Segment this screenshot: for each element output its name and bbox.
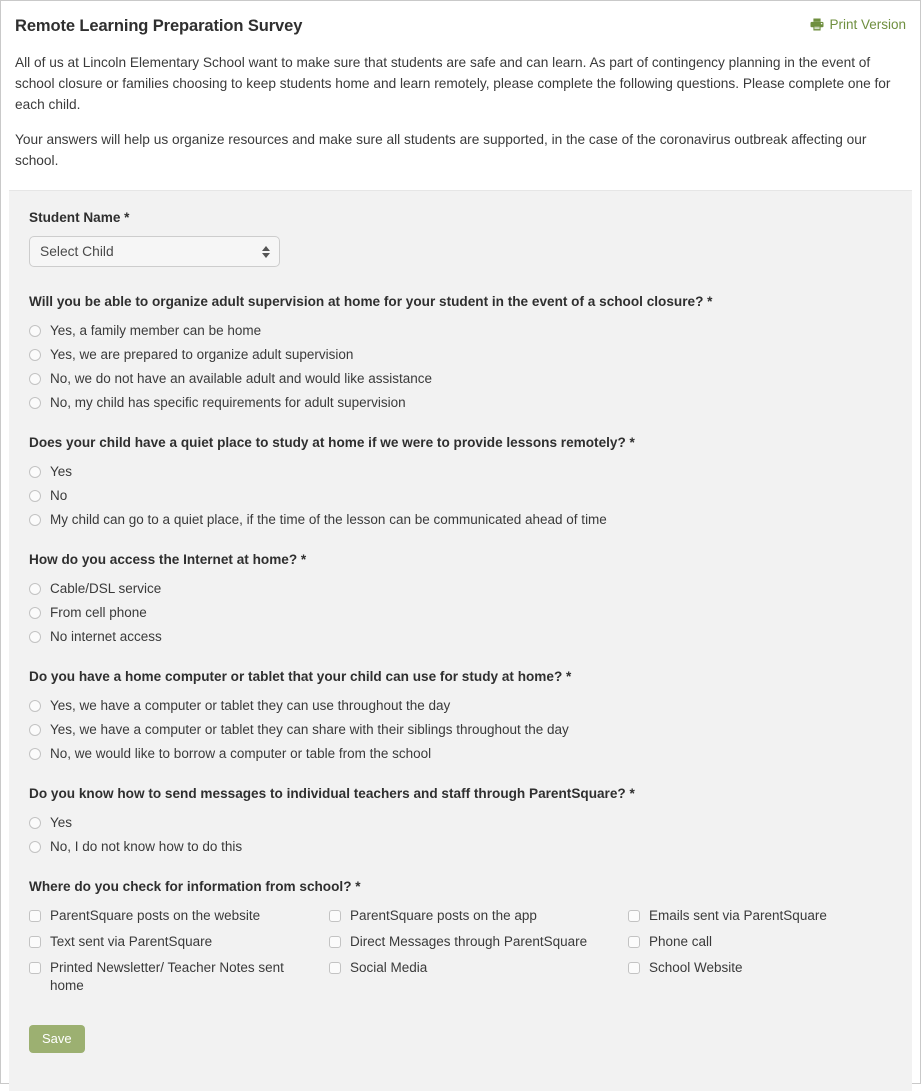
checkbox-icon[interactable] [628, 962, 640, 974]
radio-button-icon[interactable] [29, 841, 41, 853]
question-text: Where do you check for information from school? * [29, 879, 361, 894]
checkbox-option-row[interactable] [29, 933, 329, 951]
student-name-select[interactable] [29, 236, 280, 267]
checkbox-option-label: Direct Messages through ParentSquare [350, 934, 588, 949]
checkbox-icon[interactable] [29, 910, 41, 922]
question-text: Do you have a home computer or tablet that your child can use for study at home? * [29, 669, 572, 684]
radio-button-icon[interactable] [29, 466, 41, 478]
radio-button-icon[interactable] [29, 490, 41, 502]
radio-button-icon[interactable] [29, 373, 41, 385]
radio-option-label: Yes, we are prepared to organize adult supervision [50, 347, 354, 362]
question-block [29, 785, 892, 856]
radio-option-row[interactable] [29, 604, 892, 622]
checkbox-option-row[interactable] [329, 907, 628, 925]
radio-option-label: Yes [50, 815, 73, 830]
radio-option-label: Cable/DSL service [50, 581, 162, 596]
radio-button-icon[interactable] [29, 607, 41, 619]
student-name-select-wrap [29, 236, 280, 267]
question-block [29, 434, 892, 529]
radio-option-row[interactable] [29, 697, 892, 715]
student-name-label: Student Name * [29, 210, 130, 225]
question-text: How do you access the Internet at home? * [29, 552, 307, 567]
checkbox-option-label: ParentSquare posts on the website [50, 908, 261, 923]
printer-icon [810, 18, 824, 31]
checkbox-icon[interactable] [329, 962, 341, 974]
intro-paragraph-1: All of us at Lincoln Elementary School want to make sure that students are safe and can learn. As part of contingency planning in the event of school closure or families choosing to keep students home and learn remotely, please complete the following questions. Please complete one for each child. [15, 55, 891, 112]
radio-button-icon[interactable] [29, 325, 41, 337]
checkbox-option-label: School Website [649, 960, 743, 975]
radio-option-row[interactable] [29, 370, 892, 388]
radio-questions-container [29, 293, 892, 856]
question-block-checkbox [29, 878, 892, 1003]
print-version-label: Print Version [829, 17, 906, 32]
radio-option-label: No, my child has specific requirements for adult supervision [50, 395, 406, 410]
checkbox-icon[interactable] [329, 910, 341, 922]
checkbox-icon[interactable] [329, 936, 341, 948]
radio-button-icon[interactable] [29, 817, 41, 829]
save-button[interactable]: Save [29, 1025, 85, 1053]
radio-option-label: No [50, 488, 68, 503]
radio-option-row[interactable] [29, 463, 892, 481]
page-title: Remote Learning Preparation Survey [15, 17, 303, 35]
radio-option-row[interactable] [29, 487, 892, 505]
checkbox-icon[interactable] [628, 936, 640, 948]
question-text: Do you know how to send messages to individual teachers and staff through ParentSquare? * [29, 786, 635, 801]
intro-header-row [15, 15, 906, 36]
checkbox-option-label: Text sent via ParentSquare [50, 934, 213, 949]
survey-form-panel [9, 190, 912, 1091]
question-block [29, 668, 892, 763]
radio-option-row[interactable] [29, 838, 892, 856]
radio-option-row[interactable] [29, 322, 892, 340]
question-text: Will you be able to organize adult supervision at home for your student in the event of a school closure? * [29, 294, 713, 309]
radio-option-row[interactable] [29, 628, 892, 646]
radio-button-icon[interactable] [29, 349, 41, 361]
checkbox-column [29, 907, 329, 1003]
radio-option-row[interactable] [29, 745, 892, 763]
radio-option-label: Yes, we have a computer or tablet they can share with their siblings throughout the day [50, 722, 569, 737]
checkbox-option-label: ParentSquare posts on the app [350, 908, 537, 923]
checkbox-option-row[interactable] [29, 959, 329, 995]
checkbox-option-label: Emails sent via ParentSquare [649, 908, 827, 923]
checkbox-option-row[interactable] [628, 907, 892, 925]
radio-option-label: My child can go to a quiet place, if the time of the lesson can be communicated ahead of time [50, 512, 607, 527]
radio-button-icon[interactable] [29, 700, 41, 712]
intro-paragraph-2: Your answers will help us organize resources and make sure all students are supported, in the case of the coronavirus outbreak affecting our school. [15, 132, 867, 168]
radio-option-label: No, we do not have an available adult and would like assistance [50, 371, 432, 386]
checkbox-icon[interactable] [29, 936, 41, 948]
radio-button-icon[interactable] [29, 631, 41, 643]
checkbox-column [628, 907, 892, 1003]
checkbox-icon[interactable] [628, 910, 640, 922]
radio-option-row[interactable] [29, 721, 892, 739]
checkbox-icon[interactable] [29, 962, 41, 974]
checkbox-option-label: Social Media [350, 960, 428, 975]
radio-option-row[interactable] [29, 814, 892, 832]
radio-option-row[interactable] [29, 346, 892, 364]
checkbox-option-row[interactable] [329, 933, 628, 951]
radio-option-label: Yes, we have a computer or tablet they can use throughout the day [50, 698, 451, 713]
checkbox-option-row[interactable] [329, 959, 628, 977]
radio-option-label: No internet access [50, 629, 162, 644]
radio-button-icon[interactable] [29, 397, 41, 409]
print-version-link[interactable] [810, 15, 906, 32]
radio-option-label: From cell phone [50, 605, 147, 620]
radio-option-row[interactable] [29, 394, 892, 412]
checkbox-option-label: Printed Newsletter/ Teacher Notes sent home [50, 960, 284, 993]
checkbox-option-label: Phone call [649, 934, 713, 949]
radio-button-icon[interactable] [29, 583, 41, 595]
checkbox-option-row[interactable] [628, 959, 892, 977]
radio-button-icon[interactable] [29, 748, 41, 760]
radio-option-row[interactable] [29, 580, 892, 598]
radio-button-icon[interactable] [29, 514, 41, 526]
intro-section [1, 1, 920, 179]
radio-option-label: No, we would like to borrow a computer or table from the school [50, 746, 432, 761]
checkbox-column [329, 907, 628, 1003]
checkbox-grid [29, 907, 892, 1003]
radio-option-label: No, I do not know how to do this [50, 839, 243, 854]
radio-button-icon[interactable] [29, 724, 41, 736]
radio-option-label: Yes, a family member can be home [50, 323, 262, 338]
checkbox-option-row[interactable] [628, 933, 892, 951]
question-block [29, 551, 892, 646]
radio-option-row[interactable] [29, 511, 892, 529]
question-text: Does your child have a quiet place to study at home if we were to provide lessons remotely? * [29, 435, 635, 450]
question-block [29, 293, 892, 412]
radio-option-label: Yes [50, 464, 73, 479]
checkbox-option-row[interactable] [29, 907, 329, 925]
